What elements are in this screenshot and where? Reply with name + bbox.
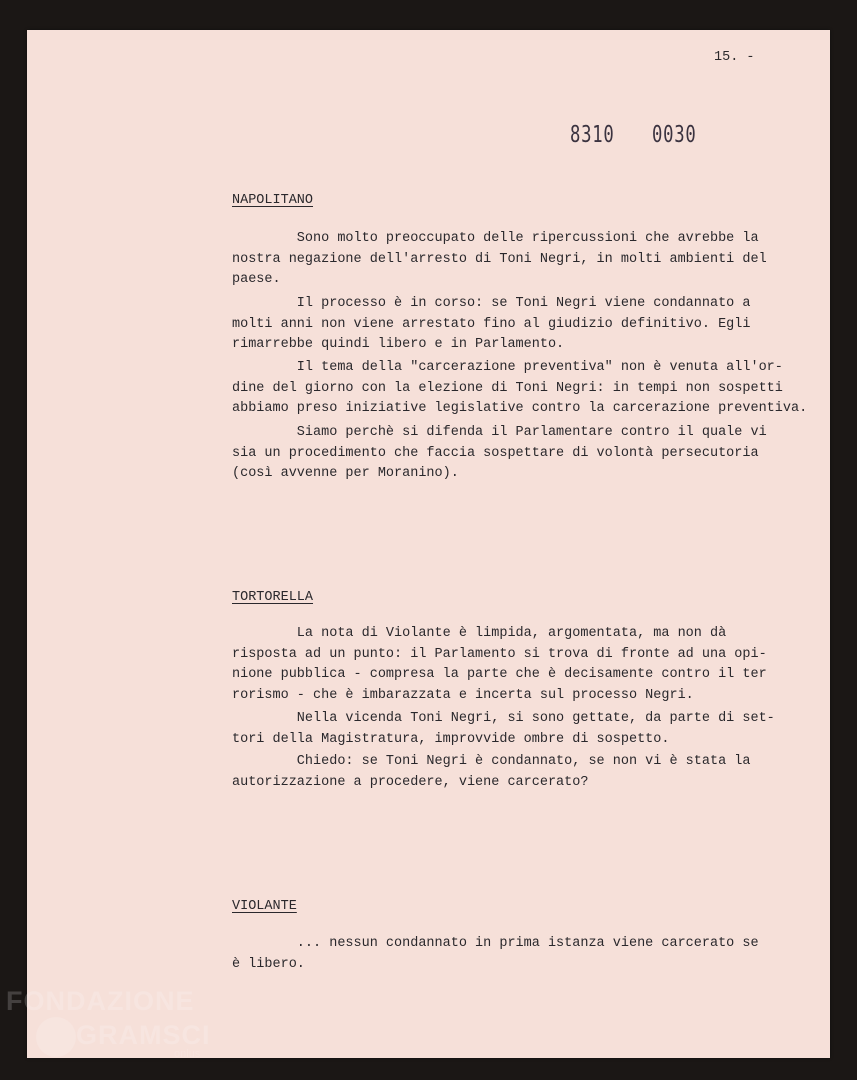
speaker-violante: VIOLANTE <box>232 899 297 914</box>
violante-paragraph-1: ... nessun condannato in prima istanza viene carcerato se è libero. <box>232 936 759 972</box>
tortorella-paragraph-3: Chiedo: se Toni Negri è condannato, se non vi è stata la autorizzazione a procedere, viene carcerato? <box>232 754 751 790</box>
speaker-napolitano: NAPOLITANO <box>232 193 314 208</box>
speaker-tortorella: TORTORELLA <box>232 590 314 605</box>
napolitano-paragraph-3: Il tema della "carcerazione preventiva" non è venuta all'or- dine del giorno con la elezione di Toni Negri: in tempi non sospetti abbiamo preso iniziative legislative contro la carcerazione preventiva. <box>232 360 808 416</box>
tortorella-paragraph-1: La nota di Violante è limpida, argomentata, ma non dà risposta ad un punto: il Parlamento si trova di fronte ad una opi- nione pubblica - compresa la parte che è decisamente contro il ter rorismo - che è imbarazzata e incerta sul processo Negri. <box>232 626 767 703</box>
document-page <box>27 30 830 1058</box>
fondazione-gramsci-logo <box>6 985 211 1057</box>
page-number: 15. - <box>714 50 755 65</box>
logo-line-2: GRAMSCI <box>76 1020 211 1051</box>
logo-g-icon <box>36 1017 76 1057</box>
logo-line-1: FONDAZIONE <box>6 986 195 1016</box>
archive-stamp-right: 0030 <box>652 122 697 148</box>
napolitano-paragraph-1: Sono molto preoccupato delle ripercussioni che avrebbe la nostra negazione dell'arresto di Toni Negri, in molti ambienti del paese. <box>232 231 767 287</box>
archive-stamp-left: 8310 <box>570 122 615 148</box>
logo-subtitle: onlus <box>174 1048 201 1060</box>
tortorella-paragraph-2: Nella vicenda Toni Negri, si sono gettate, da parte di set- tori della Magistratura, improvvide ombre di sospetto. <box>232 711 775 747</box>
napolitano-paragraph-2: Il processo è in corso: se Toni Negri viene condannato a molti anni non viene arrestato fino al giudizio definitivo. Egli rimarrebbe quindi libero e in Parlamento. <box>232 296 751 352</box>
napolitano-paragraph-4: Siamo perchè si difenda il Parlamentare contro il quale vi sia un procedimento che faccia sospettare di volontà persecutoria (così avvenne per Moranino). <box>232 425 767 481</box>
